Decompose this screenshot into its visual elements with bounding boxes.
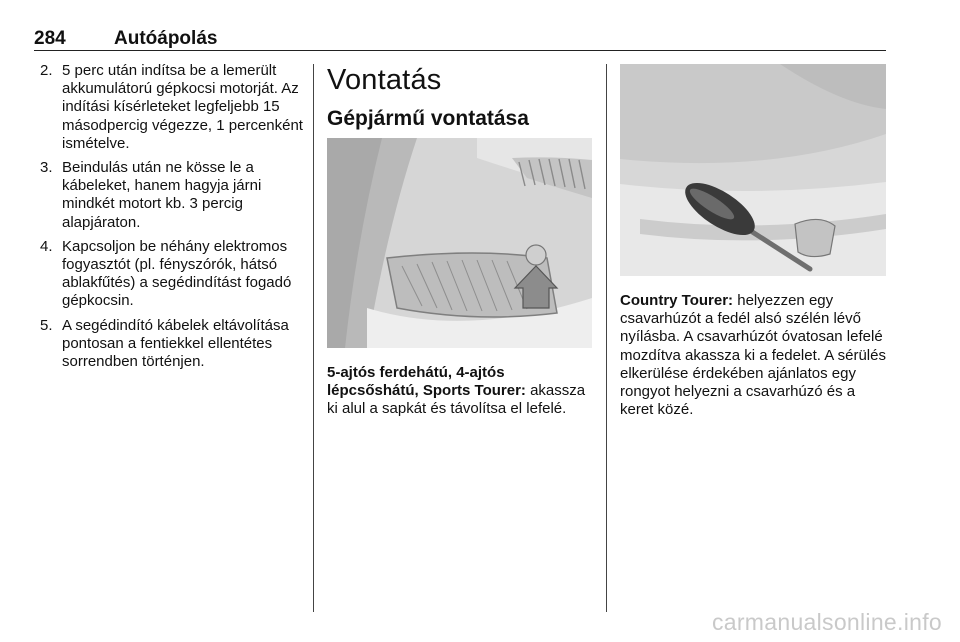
list-item — [40, 317, 305, 372]
right-caption — [620, 292, 888, 419]
middle-caption-text: akassza ki alul a sapkát és távolítsa el lefelé. — [327, 382, 586, 418]
step-number: 5. — [40, 316, 53, 334]
screwdriver-cover-figure — [620, 64, 886, 276]
column-divider-left — [313, 64, 314, 612]
chapter-title: Autóápolás — [114, 28, 218, 49]
list-item — [40, 62, 305, 153]
screwdriver-illustration — [620, 64, 886, 276]
page-header — [34, 26, 886, 50]
step-text: A segédindító kábelek eltávolítása pontosan a fentiekkel ellentétes sorrendben történjen. — [62, 316, 289, 371]
step-text: Beindulás után ne kösse le a kábeleket, hanem hagyja járni mindkét motort kb. 3 percig alapjáraton. — [62, 159, 262, 231]
step-number: 4. — [40, 237, 53, 255]
bumper-tow-cover-figure — [327, 138, 592, 348]
middle-caption — [327, 364, 597, 419]
watermark-text: carmanualsonline.info — [711, 609, 942, 635]
left-column — [40, 62, 305, 377]
step-text: 5 perc után indítsa be a lemerült akkumulátorú gépkocsi motorját. Az indítási kísérleteket legfeljebb 15 másodpercig végezze, 1 percenként ismételve. — [62, 62, 303, 152]
country-tourer-label: Country Tourer: — [620, 292, 734, 309]
middle-column — [327, 64, 595, 132]
column-divider-right — [606, 64, 607, 612]
page-number: 284 — [34, 28, 66, 49]
list-item — [40, 238, 305, 311]
header-divider — [34, 50, 886, 51]
subsection-title: Gépjármű vontatása — [327, 107, 529, 130]
step-number: 2. — [40, 62, 53, 79]
vehicle-variants-label: 5-ajtós ferdehátú, 4-ajtós lépcsőshátú, Sports Tourer: — [327, 364, 526, 400]
section-title: Vontatás — [327, 64, 442, 96]
step-number: 3. — [40, 159, 53, 177]
right-caption-text: helyezzen egy csavarhúzót a fedél alsó szélén lévő nyílásba. A csavarhúzót óvatosan lefelé mozdítva akassza ki a fedelet. A sérülés elkerülése érdekében ajánlatos egy rongyot helyezni a csavarhúzó és a keret közé. — [620, 292, 886, 419]
step-list — [40, 62, 305, 371]
step-text: Kapcsoljon be néhány elektromos fogyasztót (pl. fényszórók, hátsó ablakfűtés) a segédindítást fogadó gépkocsin. — [62, 237, 292, 310]
bumper-illustration — [327, 138, 592, 348]
list-item — [40, 159, 305, 232]
